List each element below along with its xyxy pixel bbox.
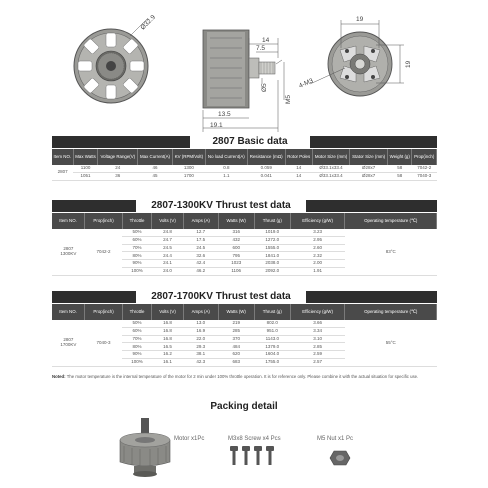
table-cell: 80% — [122, 252, 151, 260]
basic-header-3: Max Current(A) — [138, 149, 173, 165]
table-cell: 42.4 — [183, 260, 218, 268]
basic-header-5: No load Current(A) — [205, 149, 247, 165]
table-cell: 29.3 — [183, 343, 218, 351]
table-cell: 1019.0 — [254, 229, 290, 236]
screws-image — [228, 446, 278, 472]
note — [52, 374, 437, 379]
table-cell: 80% — [122, 343, 151, 351]
table-cell: 683 — [218, 358, 254, 366]
t1700-header-1: Prop(inch) — [85, 304, 123, 320]
dim-19-right: 19 — [405, 60, 412, 68]
dim-m3: 4-M3 — [297, 77, 315, 90]
table-cell: 16.1 — [152, 358, 184, 366]
table-cell: 60% — [122, 327, 151, 335]
table-cell: 1106 — [218, 267, 254, 275]
table-cell: 2.60 — [290, 244, 345, 252]
packing-motor-label: Motor x1Pc — [174, 436, 205, 442]
table-cell: 3.34 — [290, 327, 345, 335]
table-cell: 3.66 — [290, 320, 345, 327]
t1300-temperature: 83°C — [345, 229, 437, 275]
table-cell: 1300 — [172, 165, 205, 173]
table-cell: 100% — [122, 358, 151, 366]
table-cell: 16.9 — [183, 327, 218, 335]
table-cell: 90% — [122, 351, 151, 359]
basic-header-7: Rotor Poles — [285, 149, 312, 165]
basic-item-no: 2807 — [52, 165, 73, 181]
dim-m5: M5 — [285, 94, 292, 104]
t1300-header-6: Thrust (g) — [254, 213, 290, 229]
table-cell: 70% — [122, 335, 151, 343]
table-cell: 12.7 — [183, 229, 218, 236]
table-row — [52, 165, 437, 173]
table-cell: 24.4 — [152, 252, 184, 260]
t1700-title-bar — [52, 291, 437, 303]
t1700-header-6: Thrust (g) — [254, 304, 290, 320]
table-row — [52, 173, 437, 181]
t1300-header-5: Watts (W) — [218, 213, 254, 229]
t1700-header-3: Volts (V) — [152, 304, 184, 320]
t1300-header-1: Prop(inch) — [85, 213, 123, 229]
table-cell: 50% — [122, 229, 151, 236]
nut-image — [328, 448, 352, 468]
table-cell: 2.85 — [290, 343, 345, 351]
table-cell: 16.8 — [152, 335, 184, 343]
table-cell: 1023 — [218, 260, 254, 268]
table-cell: 60% — [122, 236, 151, 244]
t1700-header-5: Watts (W) — [218, 304, 254, 320]
motor-bottom-view — [298, 16, 412, 96]
basic-header-9: Stator Size (mm) — [350, 149, 388, 165]
table-cell: 22.0 — [183, 335, 218, 343]
table-cell: 13.0 — [183, 320, 218, 327]
note-label: Noted: — [52, 374, 66, 379]
table-cell: 1841.0 — [254, 252, 290, 260]
packing-screws-label: M3x8 Screw x4 Pcs — [228, 436, 281, 442]
t1700-item-line2: 1700KV — [60, 341, 77, 347]
technical-drawing — [0, 0, 488, 135]
basic-header-1: Max Watts — [73, 149, 98, 165]
table-cell: 16.5 — [152, 343, 184, 351]
table-cell: 1.1 — [205, 173, 247, 181]
table-cell: 2.59 — [290, 351, 345, 359]
basic-header-6: Resistance (mΩ) — [247, 149, 285, 165]
dim-shaft-diameter: Ø5 — [261, 83, 268, 92]
t1300-header-2: Throttle — [122, 213, 151, 229]
table-cell: 600 — [218, 244, 254, 252]
table-cell: 432 — [218, 236, 254, 244]
t1700-header-4: Amps (A) — [183, 304, 218, 320]
table-cell: 24.7 — [152, 236, 184, 244]
table-cell: 1755.0 — [254, 358, 290, 366]
table-cell: 17.5 — [183, 236, 218, 244]
table-cell: 316 — [218, 229, 254, 236]
table-cell: Ø28x7 — [350, 173, 388, 181]
dim-14: 14 — [262, 37, 270, 44]
table-cell: 100% — [122, 267, 151, 275]
table-cell: 70% — [122, 244, 151, 252]
t1700-table — [52, 304, 437, 367]
t1300-header-0: Item NO. — [52, 213, 85, 229]
table-cell: 58 — [388, 165, 412, 173]
table-row — [52, 229, 437, 236]
t1700-title: 2807-1700KV Thrust test data — [136, 291, 306, 303]
motor-front-view — [74, 14, 157, 103]
basic-header-8: Motor Size (mm) — [312, 149, 349, 165]
table-cell: 3.23 — [290, 229, 345, 236]
t1300-title: 2807-1300KV Thrust test data — [136, 200, 306, 212]
table-cell: 24.5 — [183, 244, 218, 252]
table-cell: 24.0 — [152, 267, 184, 275]
table-cell: 7040-3 — [412, 173, 437, 181]
table-cell: 42.3 — [183, 358, 218, 366]
table-cell: 90% — [122, 260, 151, 268]
basic-header-10: Weight (g) — [388, 149, 412, 165]
table-cell: 50% — [122, 320, 151, 327]
table-cell: 2.95 — [290, 236, 345, 244]
table-cell: 32.6 — [183, 252, 218, 260]
motor-image — [110, 418, 180, 488]
t1700-header-7: Efficiency (g/W) — [290, 304, 345, 320]
table-cell: 219 — [218, 320, 254, 327]
table-cell: 7042-2 — [412, 165, 437, 173]
table-cell: 24.5 — [152, 244, 184, 252]
dim-19-1: 19.1 — [210, 122, 223, 129]
table-cell: 2092.0 — [254, 267, 290, 275]
table-cell: 2038.0 — [254, 260, 290, 268]
table-cell: 1051 — [73, 173, 98, 181]
t1300-header-8: Operating temperature (℃) — [345, 213, 437, 229]
t1300-table — [52, 213, 437, 276]
table-cell: 484 — [218, 343, 254, 351]
t1300-item-line2: 1300KV — [60, 250, 77, 256]
motor-side-view — [203, 30, 292, 132]
table-cell: 3.10 — [290, 335, 345, 343]
table-cell: 2.32 — [290, 252, 345, 260]
t1700-item-no — [52, 320, 85, 366]
t1700-header-0: Item NO. — [52, 304, 85, 320]
t1300-item-line1: 2807 — [63, 246, 74, 252]
table-cell: 16.8 — [152, 320, 184, 327]
table-cell: 1143.0 — [254, 335, 290, 343]
t1700-header-8: Operating temperature (℃) — [345, 304, 437, 320]
table-cell: 14 — [285, 173, 312, 181]
table-cell: 0.041 — [247, 173, 285, 181]
t1300-header-7: Efficiency (g/W) — [290, 213, 345, 229]
note-text: The motor temperature is the internal temperature of the motor for 2 min under 100% throttle operation. It is for reference only. Please combine it with the actual situation for specific use. — [66, 374, 419, 379]
table-row — [52, 320, 437, 327]
basic-header-0: Item NO. — [52, 149, 73, 165]
table-cell: 1700 — [172, 173, 205, 181]
t1700-header-2: Throttle — [122, 304, 151, 320]
t1300-header-3: Volts (V) — [152, 213, 184, 229]
table-cell: 14 — [285, 165, 312, 173]
dim-7-5: 7.5 — [256, 45, 266, 52]
table-cell: 0.8 — [205, 165, 247, 173]
table-cell: Ø33.1x33.4 — [312, 173, 349, 181]
table-cell: 16.2 — [152, 351, 184, 359]
table-cell: 802.0 — [254, 320, 290, 327]
table-cell: 1379.0 — [254, 343, 290, 351]
table-cell: 24 — [98, 165, 138, 173]
table-cell: Ø33.1x33.4 — [312, 165, 349, 173]
packing-title: Packing detail — [210, 401, 278, 412]
dim-diameter-left: Ø32.9 — [139, 13, 157, 32]
packing-nut-label: M5 Nut x1 Pc — [317, 436, 354, 442]
t1700-prop: 7040-3 — [85, 320, 123, 366]
t1300-header-4: Amps (A) — [183, 213, 218, 229]
basic-data-title: 2807 Basic data — [190, 136, 310, 148]
t1300-prop: 7042-2 — [85, 229, 123, 275]
table-cell: 46 — [138, 165, 173, 173]
table-cell: 36 — [98, 173, 138, 181]
basic-header-4: KV (RPM/Volt) — [172, 149, 205, 165]
t1300-item-no — [52, 229, 85, 275]
table-cell: 370 — [218, 335, 254, 343]
table-cell: 16.8 — [152, 327, 184, 335]
table-cell: 38.1 — [183, 351, 218, 359]
basic-data-table — [52, 149, 437, 181]
dim-13-5: 13.5 — [218, 111, 231, 118]
dim-19-top: 19 — [356, 16, 364, 23]
table-cell: 620 — [218, 351, 254, 359]
t1700-temperature: 55°C — [345, 320, 437, 366]
basic-header-11: Prop(inch) — [412, 149, 437, 165]
table-cell: 58 — [388, 173, 412, 181]
table-cell: 1555.0 — [254, 244, 290, 252]
table-cell: 1100 — [73, 165, 98, 173]
table-cell: 24.1 — [152, 260, 184, 268]
table-cell: 285 — [218, 327, 254, 335]
t1300-title-bar — [52, 200, 437, 212]
table-cell: 1604.0 — [254, 351, 290, 359]
table-cell: Ø28x7 — [350, 165, 388, 173]
table-cell: 2.00 — [290, 260, 345, 268]
table-cell: 1272.0 — [254, 236, 290, 244]
basic-data-title-bar — [52, 136, 437, 148]
table-cell: 2.57 — [290, 358, 345, 366]
table-cell: 951.0 — [254, 327, 290, 335]
table-cell: 1.91 — [290, 267, 345, 275]
t1700-item-line1: 2807 — [63, 337, 74, 343]
basic-header-2: Voltage Range(V) — [98, 149, 138, 165]
table-cell: 795 — [218, 252, 254, 260]
table-cell: 24.8 — [152, 229, 184, 236]
table-cell: 0.059 — [247, 165, 285, 173]
table-cell: 46.2 — [183, 267, 218, 275]
table-cell: 45 — [138, 173, 173, 181]
